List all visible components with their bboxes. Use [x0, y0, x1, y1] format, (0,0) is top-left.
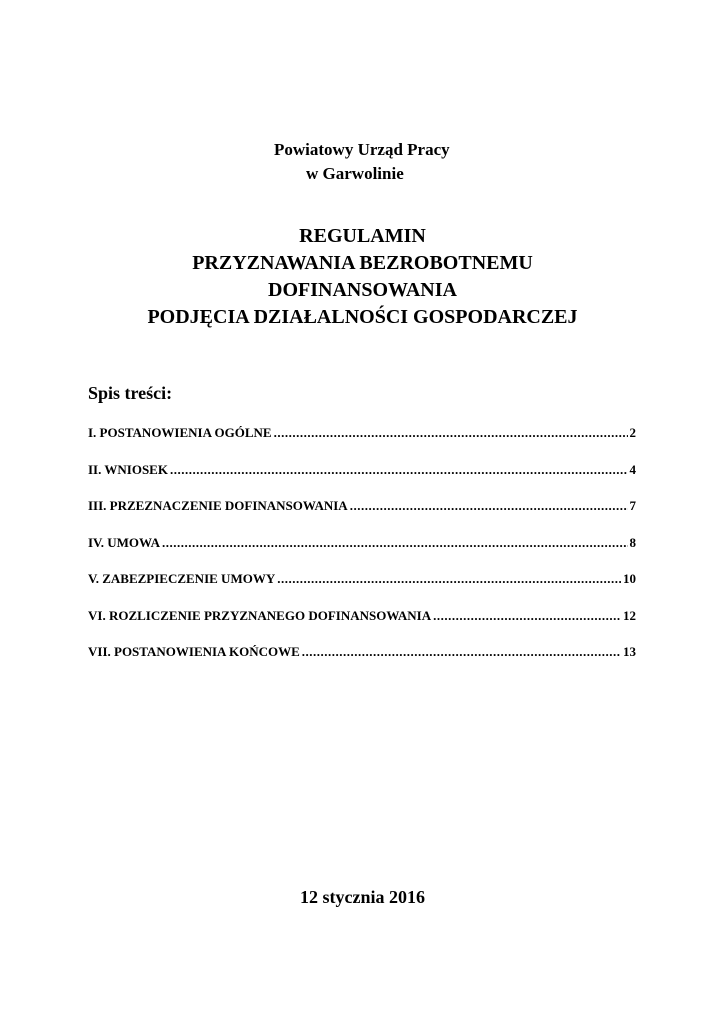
toc-entry-page: 13: [623, 644, 636, 659]
toc-entry-page: 12: [623, 607, 636, 623]
toc-entry-postanowienia-koncowe[interactable]: [88, 641, 636, 663]
toc-entry-wniosek[interactable]: [88, 459, 636, 481]
issuer-name: Powiatowy Urząd Pracy: [274, 140, 450, 159]
document-date: 12 stycznia 2016: [300, 887, 425, 907]
toc-entry-przeznaczenie[interactable]: [88, 495, 636, 517]
toc-heading: Spis treści:: [88, 383, 173, 403]
title-line-3: DOFINANSOWANIA: [268, 279, 457, 301]
toc-entry-page: 7: [629, 498, 636, 513]
toc-entry-label: VI. ROZLICZENIE PRZYZNANEGO DOFINANSOWANIA: [88, 607, 432, 623]
toc-entry-page: 4: [629, 461, 636, 477]
toc-entry-postanowienia-ogolne[interactable]: [88, 422, 636, 444]
title-line-2: PRZYZNAWANIA BEZROBOTNEMU: [192, 252, 533, 274]
table-of-contents: [88, 422, 636, 678]
toc-entry-page: 10: [623, 571, 636, 586]
toc-leader-dots: [302, 641, 621, 663]
issuer-location: w Garwolinie: [306, 164, 404, 183]
toc-entry-page: 8: [629, 534, 636, 550]
toc-entry-label: IV. UMOWA: [88, 534, 160, 550]
toc-entry-label: V. ZABEZPIECZENIE UMOWY: [88, 571, 276, 586]
toc-entry-label: III. PRZEZNACZENIE DOFINANSOWANIA: [88, 498, 348, 513]
toc-entry-rozliczenie[interactable]: [88, 605, 636, 627]
title-line-4: PODJĘCIA DZIAŁALNOŚCI GOSPODARCZEJ: [147, 306, 578, 328]
toc-leader-dots: [350, 495, 628, 517]
toc-leader-dots: [277, 568, 621, 590]
title-line-1: REGULAMIN: [299, 225, 426, 247]
toc-leader-dots: [162, 532, 628, 554]
toc-entry-umowa[interactable]: [88, 532, 636, 554]
toc-entry-label: I. POSTANOWIENIA OGÓLNE: [88, 425, 272, 440]
toc-entry-label: VII. POSTANOWIENIA KOŃCOWE: [88, 644, 300, 659]
toc-leader-dots: [170, 459, 628, 481]
toc-leader-dots: [433, 605, 621, 627]
document-title: [0, 223, 725, 331]
toc-entry-zabezpieczenie[interactable]: [88, 568, 636, 590]
toc-entry-page: 2: [629, 425, 636, 440]
toc-entry-label: II. WNIOSEK: [88, 461, 168, 477]
toc-leader-dots: [274, 422, 628, 444]
